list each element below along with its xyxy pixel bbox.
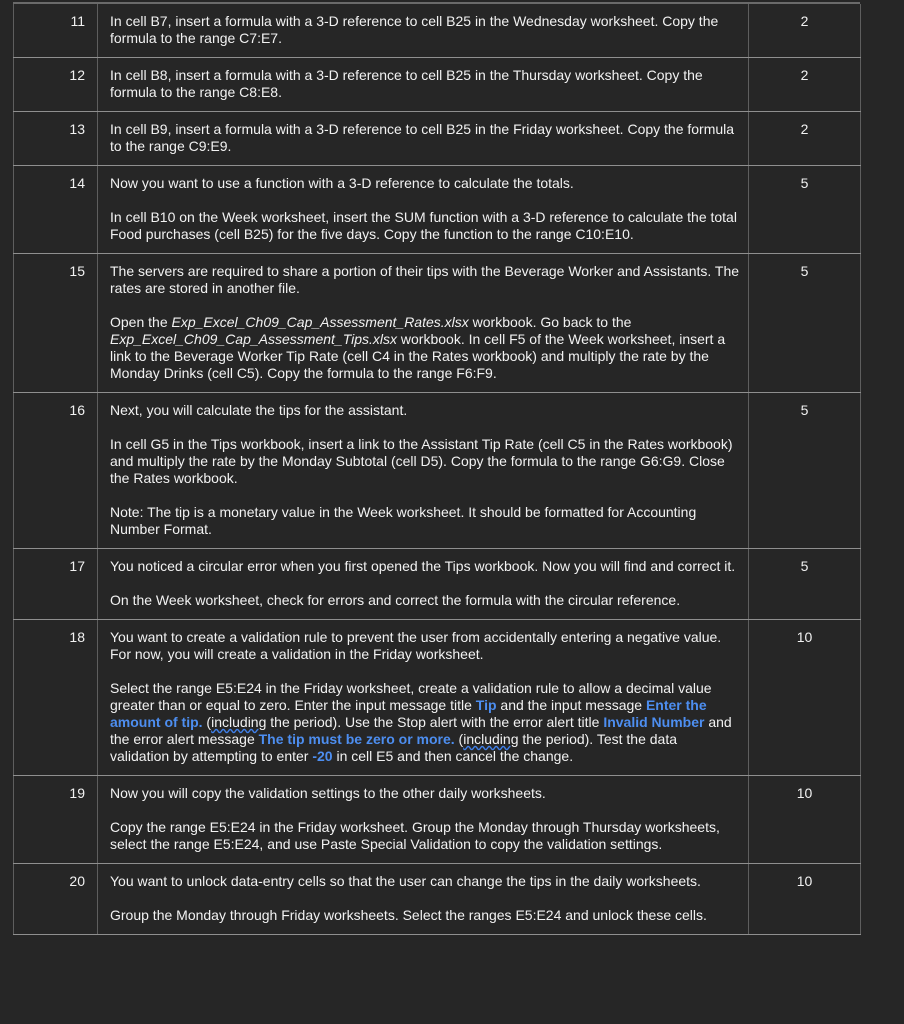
instruction-paragraph: Next, you will calculate the tips for the assistant. <box>110 402 408 418</box>
table-row <box>14 58 861 112</box>
step-number: 18 <box>14 620 98 776</box>
step-points: 2 <box>749 112 861 166</box>
step-number: 13 <box>14 112 98 166</box>
table-row <box>14 393 861 549</box>
step-instructions <box>98 112 749 166</box>
step-number: 20 <box>14 864 98 935</box>
text-run: ( <box>202 714 212 730</box>
step-number: 19 <box>14 776 98 864</box>
step-instructions <box>98 166 749 254</box>
instruction-paragraph <box>110 314 740 382</box>
error-title-highlight: Invalid Number <box>603 714 705 730</box>
instruction-paragraph: Copy the range E5:E24 in the Friday worksheet. Group the Monday through Thursday worksheets, select the range E5:E24, and use Paste Special Validation to copy the validation settings. <box>110 819 720 852</box>
input-title-highlight: Tip <box>475 697 497 713</box>
text-run: Open the <box>110 314 172 330</box>
step-number: 15 <box>14 254 98 393</box>
text-run: ( <box>454 731 464 747</box>
table-row <box>14 4 861 58</box>
text-run: in cell E5 and then cancel the change. <box>332 748 574 764</box>
text-run: the period). Test the data validation by attempting to enter <box>110 731 677 764</box>
table-row <box>14 776 861 864</box>
instruction-paragraph: In cell B10 on the Week worksheet, insert the SUM function with a 3-D reference to calculate the total Food purchases (cell B25) for the five days. Copy the function to the range C10:E10. <box>110 209 737 242</box>
rates-workbook-filename: Exp_Excel_Ch09_Cap_Assessment_Rates.xlsx <box>171 314 469 330</box>
step-instructions <box>98 620 749 776</box>
instruction-note: Note: The tip is a monetary value in the Week worksheet. It should be formatted for Accounting Number Format. <box>110 504 697 537</box>
input-message-highlight: Enter the amount of tip. <box>110 697 707 730</box>
table-row <box>14 549 861 620</box>
step-instructions <box>98 549 749 620</box>
table-row <box>14 620 861 776</box>
text-run: Select the range E5:E24 in the Friday worksheet, create a validation rule to allow a decimal value greater than or equal to zero. Enter the input message title <box>110 680 712 713</box>
instruction-paragraph: In cell G5 in the Tips workbook, insert a link to the Assistant Tip Rate (cell C5 in the Rates workbook) and multiply the rate by the Monday Subtotal (cell D5). Copy the formula to the range G6:G9. Close the Rates workbook. <box>110 436 733 486</box>
step-points: 5 <box>749 254 861 393</box>
instruction-paragraph: In cell B9, insert a formula with a 3-D reference to cell B25 in the Friday worksheet. Copy the formula to the range C9:E9. <box>110 121 735 154</box>
instruction-paragraph: Group the Monday through Friday worksheets. Select the ranges E5:E24 and unlock these cells. <box>110 907 707 923</box>
text-run: workbook. In cell F5 of the Week worksheet, insert a link to the Beverage Worker Tip Rate (cell C4 in the Rates workbook) and multiply the rate by the Monday Drinks (cell C5). Copy the formula to the range F6:F9. <box>110 331 726 381</box>
test-value-highlight: -20 <box>312 748 333 764</box>
instructions-table <box>13 4 861 935</box>
step-number: 11 <box>14 4 98 58</box>
instruction-paragraph: You noticed a circular error when you first opened the Tips workbook. Now you will find and correct it. <box>110 558 736 574</box>
text-run: workbook. Go back to the <box>468 314 632 330</box>
table-row <box>14 254 861 393</box>
instruction-paragraph: On the Week worksheet, check for errors and correct the formula with the circular reference. <box>110 592 681 608</box>
table-row <box>14 864 861 935</box>
instruction-paragraph: In cell B7, insert a formula with a 3-D reference to cell B25 in the Wednesday worksheet. Copy the formula to the range C7:E7. <box>110 13 719 46</box>
step-points: 2 <box>749 58 861 112</box>
step-points: 10 <box>749 620 861 776</box>
instruction-paragraph <box>110 680 740 765</box>
step-points: 5 <box>749 393 861 549</box>
step-instructions <box>98 4 749 58</box>
instruction-paragraph: You want to create a validation rule to prevent the user from accidentally entering a negative value. For now, you will create a validation in the Friday worksheet. <box>110 629 722 662</box>
step-number: 17 <box>14 549 98 620</box>
step-points: 5 <box>749 166 861 254</box>
step-instructions <box>98 254 749 393</box>
instruction-paragraph: The servers are required to share a portion of their tips with the Beverage Worker and Assistants. The rates are stored in another file. <box>110 263 740 296</box>
error-message-highlight: The tip must be zero or more. <box>258 731 455 747</box>
text-run: and the error alert message <box>110 714 732 747</box>
step-instructions <box>98 393 749 549</box>
step-points: 5 <box>749 549 861 620</box>
step-instructions <box>98 58 749 112</box>
step-instructions <box>98 864 749 935</box>
instruction-paragraph: You want to unlock data-entry cells so that the user can change the tips in the daily worksheets. <box>110 873 701 889</box>
text-run: and the input message <box>496 697 646 713</box>
instruction-paragraph: In cell B8, insert a formula with a 3-D reference to cell B25 in the Thursday worksheet. Copy the formula to the range C8:E8. <box>110 67 703 100</box>
text-run: the period). Use the Stop alert with the error alert title <box>266 714 604 730</box>
table-row <box>14 112 861 166</box>
spellcheck-underlined-word: including <box>463 731 519 747</box>
tips-workbook-filename: Exp_Excel_Ch09_Cap_Assessment_Tips.xlsx <box>110 331 398 347</box>
step-number: 14 <box>14 166 98 254</box>
instruction-paragraph: Now you will copy the validation settings to the other daily worksheets. <box>110 785 546 801</box>
step-number: 16 <box>14 393 98 549</box>
spellcheck-underlined-word: including <box>211 714 267 730</box>
step-points: 10 <box>749 864 861 935</box>
step-points: 10 <box>749 776 861 864</box>
instruction-paragraph: Now you want to use a function with a 3-D reference to calculate the totals. <box>110 175 574 191</box>
step-number: 12 <box>14 58 98 112</box>
table-row <box>14 166 861 254</box>
step-points: 2 <box>749 4 861 58</box>
step-instructions <box>98 776 749 864</box>
